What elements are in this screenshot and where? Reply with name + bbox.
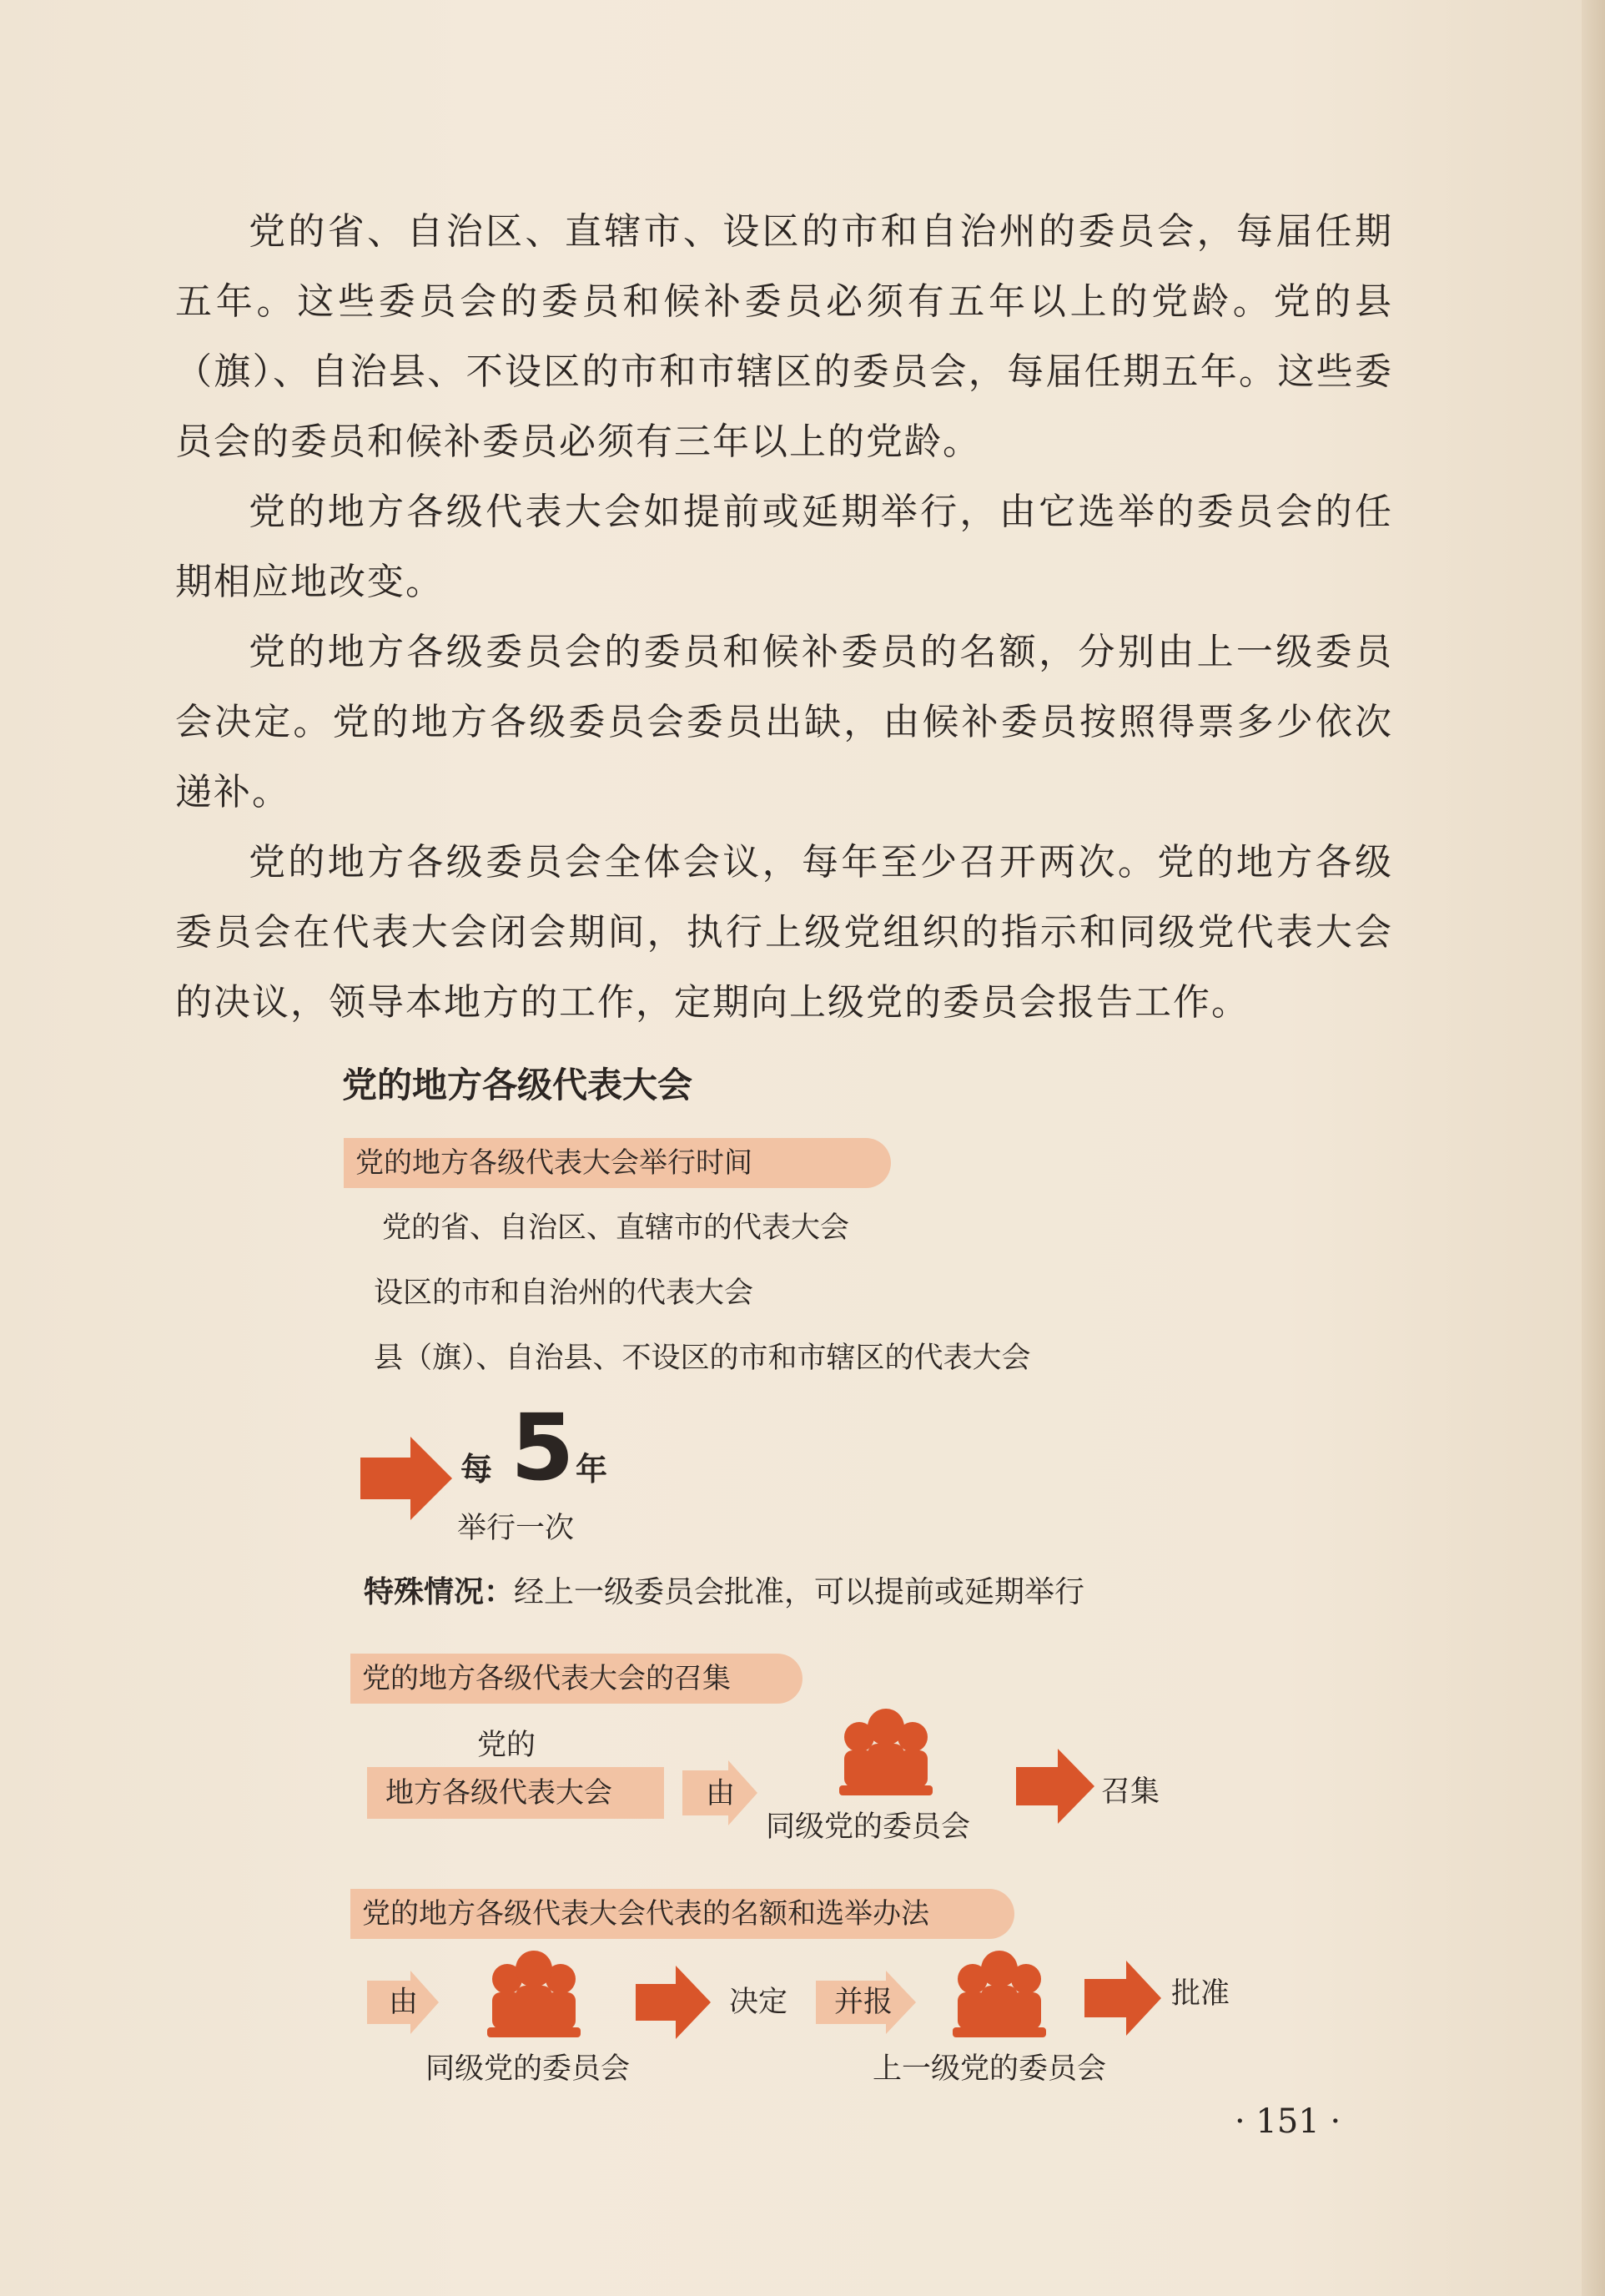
paragraph-3: 党的地方各级委员会的委员和候补委员的名额，分别由上一级委员会决定。党的地方各级委员会委员出缺，由候补委员按照得票多少依次递补。	[175, 631, 1393, 813]
special-case-text: 经上一级委员会批准，可以提前或延期举行	[514, 1575, 1085, 1609]
paragraph-2: 党的地方各级代表大会如提前或延期举行，由它选举的委员会的任期相应地改变。	[175, 491, 1393, 603]
arrow-icon	[636, 1966, 711, 2039]
year-label: 年	[576, 1451, 608, 1488]
section3-by: 由	[389, 1986, 419, 2019]
section2-subject-top: 党的	[477, 1729, 536, 1762]
section3-heading: 党的地方各级代表大会代表的名额和选举办法	[350, 1889, 1014, 1939]
special-case-label: 特殊情况：	[364, 1575, 515, 1609]
body-text	[175, 197, 1393, 1038]
period-number: 5	[511, 1394, 575, 1501]
section2-by: 由	[706, 1777, 736, 1810]
once-label: 举行一次	[457, 1512, 575, 1545]
section2-subject: 地方各级代表大会	[367, 1767, 664, 1819]
section2-heading: 党的地方各级代表大会的召集	[350, 1654, 802, 1704]
figure-title: 党的地方各级代表大会	[342, 1065, 693, 1105]
section3-approve: 批准	[1171, 1977, 1230, 2011]
arrow-icon	[1084, 1961, 1161, 2036]
arrow-icon	[360, 1437, 452, 1520]
section2-action: 召集	[1101, 1775, 1160, 1809]
section3-committee2: 上一级党的委员会	[873, 2052, 1107, 2086]
section1-line-3: 县（旗）、自治县、不设区的市和市辖区的代表大会	[374, 1342, 1031, 1375]
section3-committee1: 同级党的委员会	[425, 2052, 631, 2086]
section1-line-2: 设区的市和自治州的代表大会	[374, 1276, 754, 1310]
page-number: · 151 ·	[1235, 2102, 1341, 2141]
section2-committee: 同级党的委员会	[766, 1810, 971, 1844]
people-group-icon	[834, 1709, 938, 1800]
section1-heading: 党的地方各级代表大会举行时间	[344, 1138, 891, 1188]
every-label: 每	[460, 1451, 493, 1488]
paragraph-1: 党的省、自治区、直辖市、设区的市和自治州的委员会，每届任期五年。这些委员会的委员和候补委员必须有五年以上的党龄。党的县（旗）、自治县、不设区的市和市辖区的委员会，每届任期五年。这些委员会的委员和候补委员必须有三年以上的党龄。	[175, 210, 1393, 463]
page-edge	[1582, 0, 1605, 2296]
people-group-icon	[948, 1951, 1051, 2042]
section3-and-report: 并报	[834, 1986, 893, 2019]
paragraph-4: 党的地方各级委员会全体会议，每年至少召开两次。党的地方各级委员会在代表大会闭会期间，执行上级党组织的指示和同级党代表大会的决议，领导本地方的工作，定期向上级党的委员会报告工作。	[175, 841, 1393, 1024]
special-case	[364, 1568, 1084, 1611]
people-group-icon	[482, 1951, 586, 2042]
section1-line-1: 党的省、自治区、直辖市的代表大会	[382, 1211, 850, 1245]
section3-decide: 决定	[729, 1986, 788, 2019]
arrow-icon	[1016, 1749, 1094, 1824]
